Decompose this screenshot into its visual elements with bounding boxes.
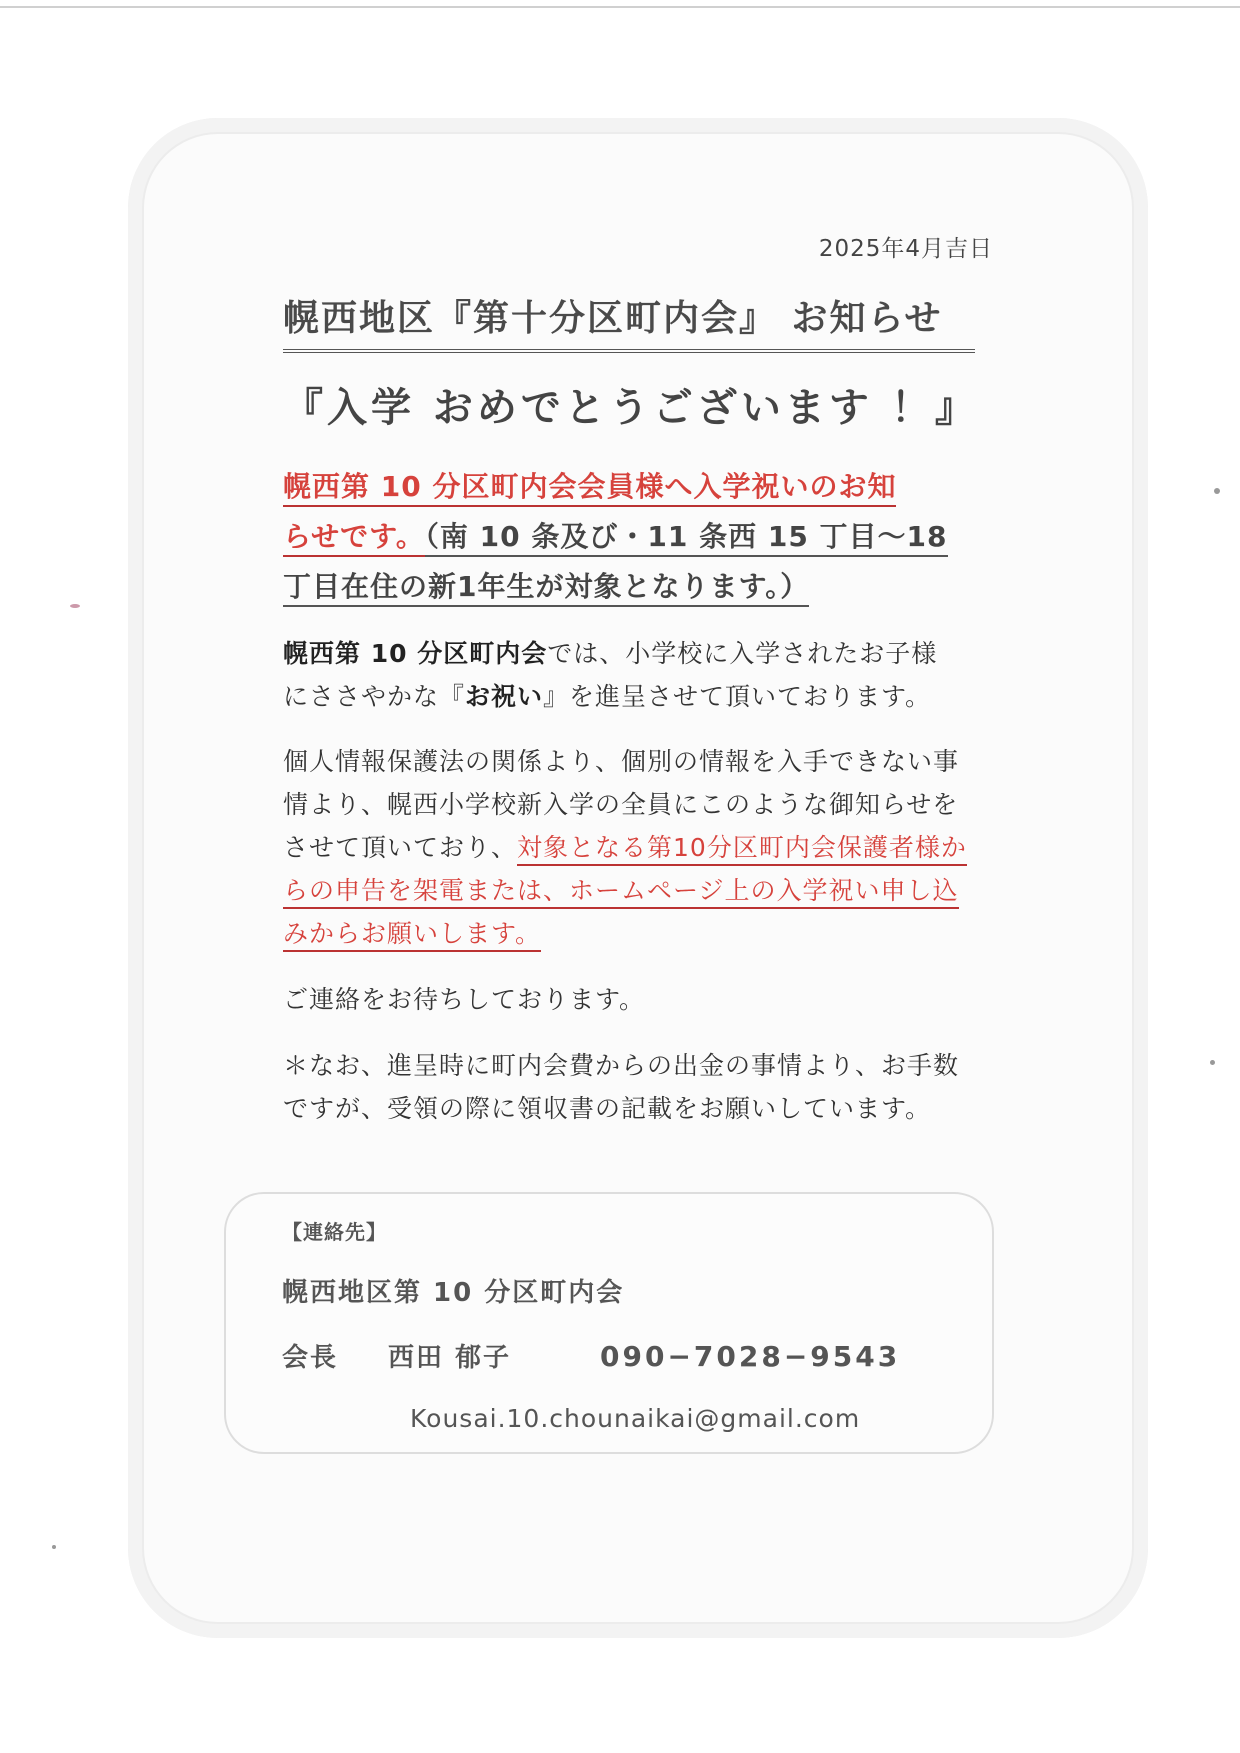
- scan-speck: [1214, 488, 1220, 494]
- org-name-bold: 幌西第 10 分区町内会: [283, 639, 548, 668]
- red-notice: [283, 462, 993, 612]
- text-line: 情より、幌西小学校新入学の全員にこのような御知らせを: [283, 790, 959, 819]
- celebration-bold: お祝い: [465, 682, 544, 711]
- contact-role: 会長: [282, 1343, 339, 1373]
- paragraph-intro: [283, 632, 1003, 718]
- scan-speck: [70, 604, 80, 608]
- congratulations-headline: 『入学 おめでとうございます ！』: [283, 385, 979, 431]
- scan-edge: [0, 6, 1240, 8]
- text: にささやかな『: [283, 682, 466, 711]
- issue-date: 2025年4月吉日: [818, 236, 993, 262]
- paragraph-receipt-note: [283, 1044, 1003, 1130]
- red-text: らの申告を架電または、ホームページ上の入学祝い申し込: [283, 876, 959, 909]
- text-line: ですが、受領の際に領収書の記載をお願いしています。: [283, 1094, 932, 1123]
- paragraph-waiting: [283, 978, 1003, 1021]
- text: させて頂いており、: [283, 833, 518, 862]
- paragraph-privacy: [283, 740, 1003, 955]
- text: 』を進呈させて頂いております。: [543, 682, 932, 711]
- red-text: みからお願いします。: [283, 919, 541, 952]
- scan-speck: [1210, 1060, 1215, 1065]
- text-line: 個人情報保護法の関係より、個別の情報を入手できない事: [283, 747, 960, 776]
- contact-label: 【連絡先】: [282, 1220, 387, 1244]
- red-text: 対象となる第10分区町内会保護者様か: [517, 833, 967, 866]
- text: では、小学校に入学されたお子様: [547, 639, 938, 668]
- text-line: ＊なお、進呈時に町内会費からの出金の事情より、お手数: [283, 1051, 960, 1080]
- notice-line: 幌西第 10 分区町内会会員様へ入学祝いのお知: [283, 470, 896, 507]
- contact-person: [282, 1337, 932, 1374]
- notice-line: らせです。: [283, 520, 425, 557]
- contact-name: 西田 郁子: [388, 1343, 512, 1373]
- text-line: ご連絡をお待ちしております。: [283, 985, 646, 1014]
- notice-line: （南 10 条及び・11 条西 15 丁目～18: [425, 520, 948, 557]
- notice-title: 幌西地区『第十分区町内会』 お知らせ: [283, 290, 975, 353]
- contact-organization: 幌西地区第 10 分区町内会: [282, 1278, 625, 1308]
- contact-email[interactable]: Kousai.10.chounaikai@gmail.com: [410, 1404, 861, 1433]
- notice-line: 丁目在住の新1年生が対象となります。）: [283, 570, 809, 607]
- scan-speck: [52, 1545, 56, 1549]
- contact-phone[interactable]: 090−7028−9543: [600, 1340, 901, 1373]
